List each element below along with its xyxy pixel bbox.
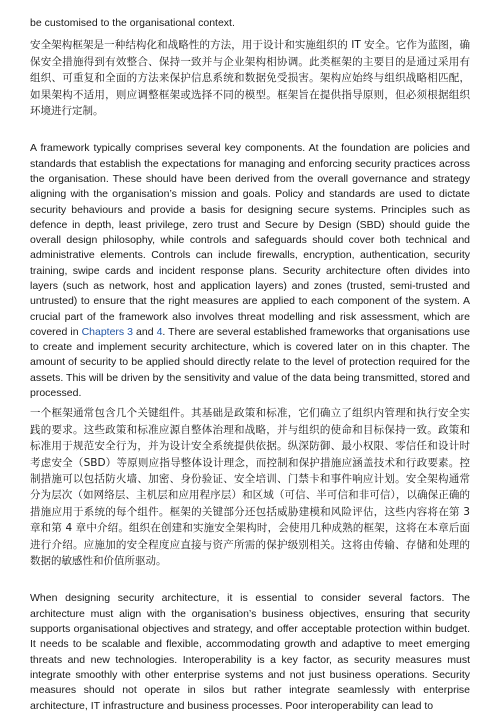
paragraph-zh-framework-components: 一个框架通常包含几个关键组件。其基础是政策和标准，它们确立了组织内管理和执行安全实践的要求。这些政策和标准应源自整体治理和战略，并与组织的使命和目标保持一致。政策和标准用于规范安全行为，并为设计安全系统提供依据。纵深防御、最小权限、零信任和设计时考虑安全（SBD）等原则应指导整体设计理念，而控制和保护措施应涵盖技术和行政要素。控制措施可以包括防火墙、加密、身份验证、安全培训、门禁卡和事件响应计划。安全架构通常分为层次（如网络层、主机层和应用程序层）和区域（可信、半可信和非可信），以确保正确的措施应用于系统的每个组件。框架的关键部分还包括威胁建模和风险评估，这些内容将在第 3 章和第 4 章中介绍。组织在创建和实施安全架构时，会使用几种成熟的框架，这将在本章后面进行介绍。应施加的安全程度应直接与资产所需的保护级别相关。这将由传输、存储和处理的数据的敏感性和价值所驱动。 xyxy=(30,407,470,568)
link-chapter-3[interactable]: Chapters 3 xyxy=(81,325,134,338)
paragraph-text: and xyxy=(133,325,157,338)
link-chapter-4[interactable]: 4 xyxy=(156,325,163,338)
paragraph-framework-components xyxy=(30,141,470,401)
paragraph-design-factors: When designing security architecture, it is essential to consider several factors. The architecture must align with the organisation’s business objectives, ensuring that security supports organisational objectives and strategy, and offer acceptable protection within budget. It needs to be scalable and flexible, accommodating growth and adaptive to meet emerging threats and new technologies. Interoperability is a key factor, as security measures must integrate smoothly with other enterprise systems and not just business operations. Security measures should not operate in silos but rather integrate seamlessly with enterprise architecture, IT infrastructure and business processes. Poor interoperability can lead to xyxy=(30,592,470,712)
paragraph-text: A framework typically comprises several key components. At the foundation are policies and standards that establish the expectations for managing and enforcing security practices across the organisation. These should have been derived from the overall governance and strategy aligning with the organisation’s mission and goals. Policy and standards are used to dictate security behaviours and provide a basis for designing secure systems. Principles such as defence in depth, least privilege, zero trust and Secure by Design (SBD) should guide the overall design philosophy, while controls and safeguards should cover both technical and administrative elements. Controls can include firewalls, encryption, authentication, security training, swipe cards and incident response plans. Security architecture often divides into layers (such as network, host and application layers) and zones (trusted, semi-trusted and untrusted) to ensure that the right measures are applied to each component of the system. A crucial part of the framework also involves threat modelling and risk assessment, which are covered in xyxy=(30,142,470,338)
paragraph-continuation: be customised to the organisational context. xyxy=(30,17,235,29)
paragraph-text: . There are several established frameworks that organisations use to create and implement security architecture, which is covered later on in this chapter. The amount of security to be applied should directly relate to the level of protection required for the assets. This will be driven by the sensitivity and value of the data being transmitted, stored and processed. xyxy=(30,325,470,400)
paragraph-zh-framework-intro: 安全架构框架是一种结构化和战略性的方法，用于设计和实施组织的 IT 安全。它作为蓝图，确保安全措施得到有效整合、保持一致并与企业架构相协调。此类框架的主要目的是通过采用有组织、可重复和全面的方法来保护信息系统和数据免受损害。架构应始终与组织战略相匹配，如果架构不适用，则应调整框架或选择不同的模型。框架旨在提供指导原则，但必须根据组织环境进行定制。 xyxy=(30,39,470,117)
